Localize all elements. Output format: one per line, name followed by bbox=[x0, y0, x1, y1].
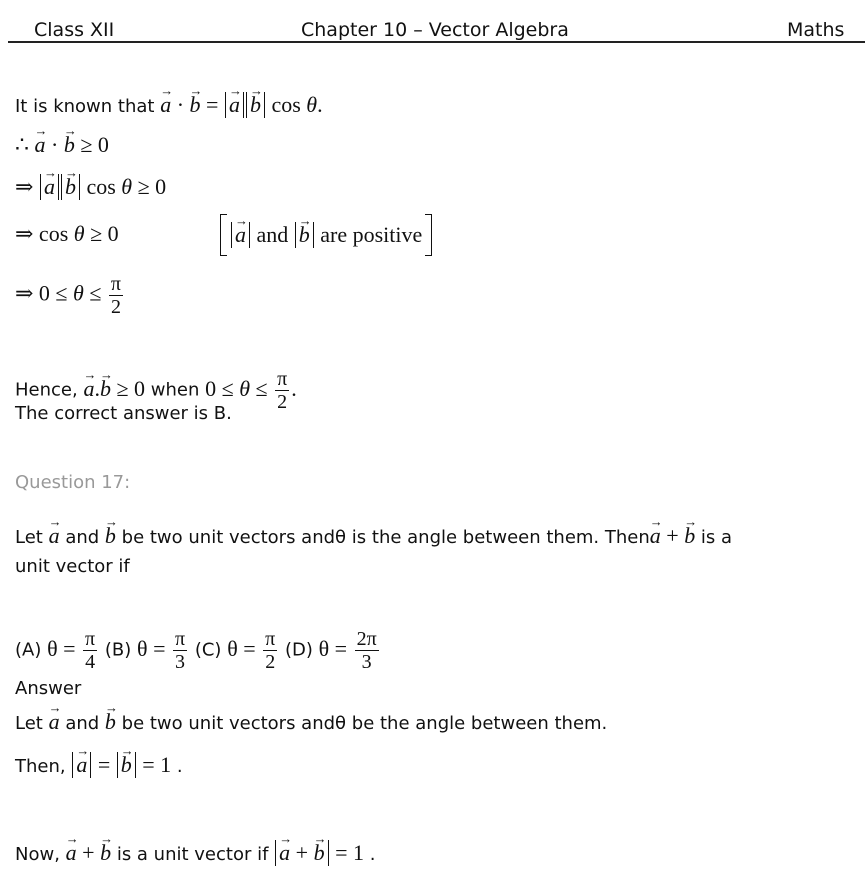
step-2: ⇒ → a→ b cos θ ≥ 0 bbox=[15, 174, 166, 200]
known-text: It is known that bbox=[15, 96, 155, 117]
answer-label: Answer bbox=[15, 678, 82, 699]
question-line-2: unit vector if bbox=[15, 556, 130, 577]
then-line: Then, → a = → b = 1 . bbox=[15, 752, 183, 779]
option-d: (D) bbox=[284, 639, 313, 661]
option-b: (B) bbox=[104, 639, 132, 661]
header-class: Class XII bbox=[34, 19, 115, 41]
now-line: Now, → a + → b is a unit vector if → a + → b = 1 . bbox=[15, 840, 375, 867]
header-chapter: Chapter 10 – Vector Algebra bbox=[301, 19, 569, 41]
option-c: (C) bbox=[194, 639, 222, 661]
question-label: Question 17: bbox=[15, 472, 131, 493]
hence-label: Hence, bbox=[15, 379, 78, 401]
when-label: when bbox=[150, 379, 200, 401]
answer-line-1: Let → a and → b be two unit vectors andθ be the angle between them. bbox=[15, 710, 607, 736]
correct-answer: The correct answer is B. bbox=[15, 403, 232, 424]
page-header bbox=[8, 0, 865, 43]
step-1: ∴ → a · → b ≥ 0 bbox=[15, 133, 109, 157]
header-subject: Maths bbox=[787, 19, 845, 41]
positive-note: → a and → b are positive bbox=[220, 222, 432, 248]
dot-product-formula: → a · → b = → a→ b cos θ. bbox=[160, 92, 322, 117]
question-line-1: Let → a and → b be two unit vectors andθ is the angle between them. Then→ a + → b is a bbox=[15, 524, 732, 550]
known-line bbox=[15, 92, 323, 119]
step-3: ⇒ cos θ ≥ 0 bbox=[15, 221, 119, 246]
option-a: (A) bbox=[15, 639, 42, 661]
options-line: (A) θ = $\frac{\pi}{4}$ (B) θ = $\frac{\pi}{3}$ (C) θ = $\frac{\pi}{2}$ (D) θ = $\frac{2\pi}{3}$ bbox=[15, 628, 377, 673]
hence-line: Hence, → a.→ b ≥ 0 when 0 ≤ θ ≤ $\frac{\pi}{2}$ . bbox=[15, 368, 297, 413]
step-4: ⇒ 0 ≤ θ ≤ $\frac{\pi}{2}$ bbox=[15, 273, 122, 318]
